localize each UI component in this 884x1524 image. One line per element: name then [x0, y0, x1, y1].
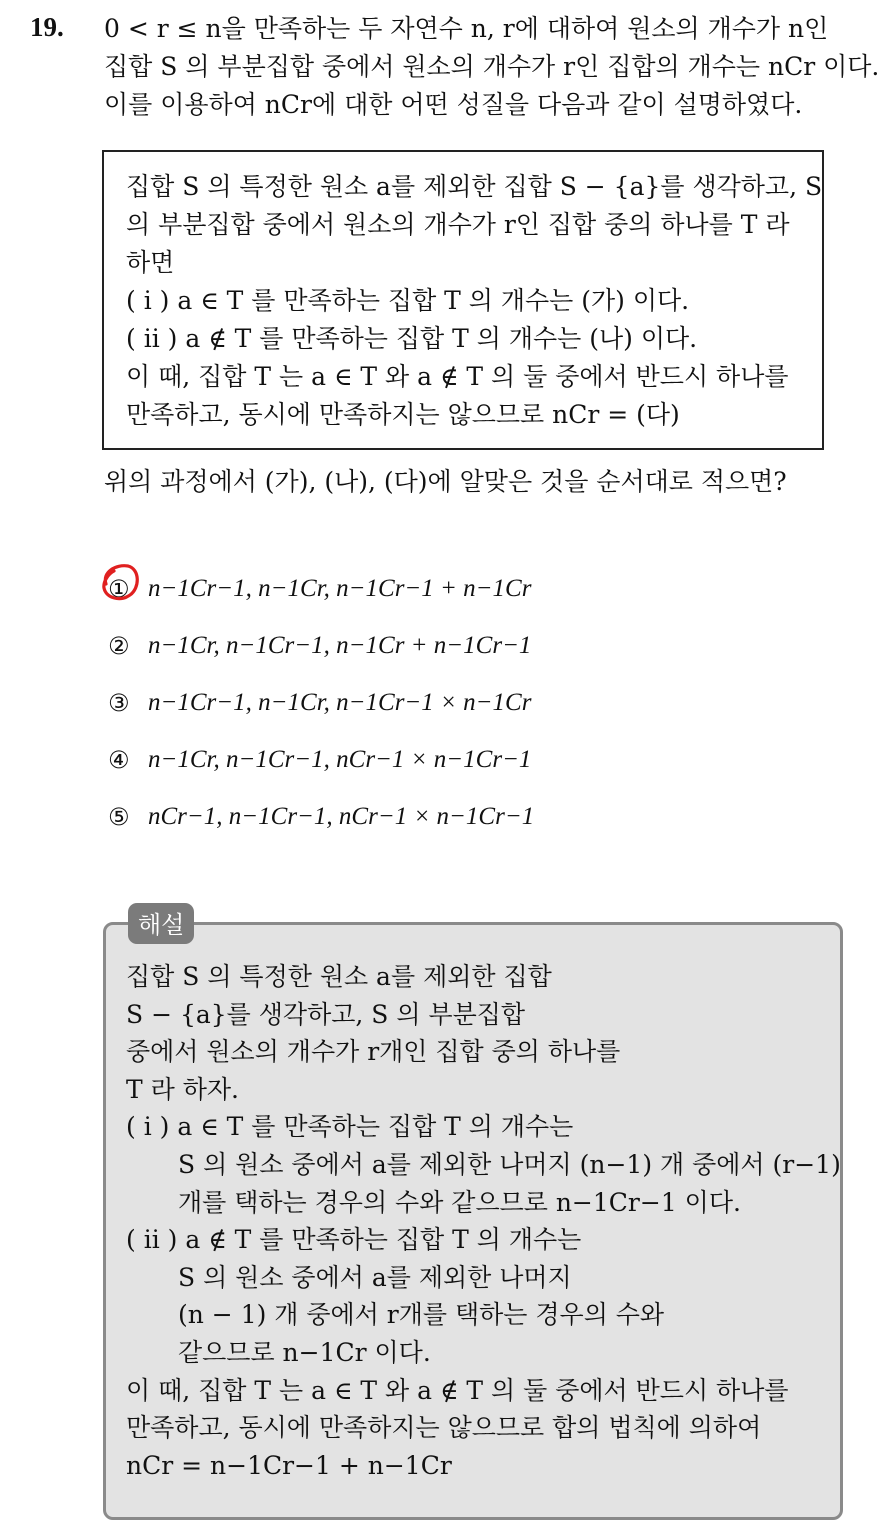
- solution-line: ( i ) a ∈ T 를 만족하는 집합 T 의 개수는: [126, 1112, 574, 1142]
- solution-line: 이 때, 집합 T 는 a ∈ T 와 a ∉ T 의 둘 중에서 반드시 하나를: [126, 1375, 789, 1405]
- proof-line: 의 부분집합 중에서 원소의 개수가 r인 집합 중의 하나를 T 라: [126, 210, 790, 239]
- solution-line: S 의 원소 중에서 a를 제외한 나머지 (n−1) 개 중에서 (r−1): [178, 1149, 841, 1179]
- question-prompt: 위의 과정에서 (가), (나), (다)에 알맞은 것을 순서대로 적으면?: [104, 467, 787, 496]
- proof-line: ( ii ) a ∉ T 를 만족하는 집합 T 의 개수는 (나) 이다.: [126, 324, 698, 353]
- question-line: 이를 이용하여 nCr에 대한 어떤 성질을 다음과 같이 설명하였다.: [104, 90, 803, 119]
- choice-text: n−1Cr−1, n−1Cr, n−1Cr−1 × n−1Cr: [148, 688, 532, 716]
- choice-4[interactable]: [108, 731, 534, 788]
- solution-line: S − {a}를 생각하고, S 의 부분집합: [126, 999, 526, 1029]
- choice-3[interactable]: [108, 674, 534, 731]
- choice-number: ①: [108, 574, 130, 603]
- solution-line: T 라 하자.: [126, 1074, 239, 1104]
- question-line: 집합 S 의 부분집합 중에서 원소의 개수가 r인 집합의 개수는 nCr 이다.: [104, 52, 880, 81]
- solution-line: 중에서 원소의 개수가 r개인 집합 중의 하나를: [126, 1037, 621, 1067]
- solution-line: 개를 택하는 경우의 수와 같으므로 n−1Cr−1 이다.: [178, 1187, 741, 1217]
- choice-number: ③: [108, 688, 130, 717]
- solution-line: 같으므로 n−1Cr 이다.: [178, 1337, 431, 1367]
- proof-line: 이 때, 집합 T 는 a ∈ T 와 a ∉ T 의 둘 중에서 반드시 하나를: [126, 362, 789, 391]
- choice-1[interactable]: [108, 560, 534, 617]
- question-text: [104, 10, 880, 124]
- proof-line: 집합 S 의 특정한 원소 a를 제외한 집합 S − {a}를 생각하고, S: [126, 172, 823, 201]
- choice-text: n−1Cr, n−1Cr−1, n−1Cr + n−1Cr−1: [148, 631, 532, 659]
- solution-body: [126, 958, 841, 1484]
- choice-2[interactable]: [108, 617, 534, 674]
- solution-line: (n − 1) 개 중에서 r개를 택하는 경우의 수와: [178, 1300, 665, 1330]
- solution-tag: 해설: [128, 903, 194, 944]
- red-circle-mark-icon: [100, 562, 142, 602]
- solution-line: ( ii ) a ∉ T 를 만족하는 집합 T 의 개수는: [126, 1225, 582, 1255]
- question-line: 0 < r ≤ n을 만족하는 두 자연수 n, r에 대하여 원소의 개수가 n인: [104, 14, 829, 43]
- choice-number: ⑤: [108, 802, 130, 831]
- choice-number: ④: [108, 745, 130, 774]
- choice-text: n−1Cr, n−1Cr−1, nCr−1 × n−1Cr−1: [148, 745, 532, 773]
- proof-box: [102, 150, 824, 450]
- solution-line: 만족하고, 동시에 만족하지는 않으므로 합의 법칙에 의하여: [126, 1413, 762, 1443]
- solution-line: nCr = n−1Cr−1 + n−1Cr: [126, 1450, 452, 1480]
- proof-line: ( i ) a ∈ T 를 만족하는 집합 T 의 개수는 (가) 이다.: [126, 286, 690, 315]
- solution-line: 집합 S 의 특정한 원소 a를 제외한 집합: [126, 962, 552, 991]
- question-number: 19.: [30, 12, 64, 42]
- choice-text: n−1Cr−1, n−1Cr, n−1Cr−1 + n−1Cr: [148, 574, 532, 602]
- solution-line: S 의 원소 중에서 a를 제외한 나머지: [178, 1262, 572, 1292]
- choice-5[interactable]: [108, 788, 534, 845]
- proof-line: 하면: [126, 248, 175, 277]
- choice-number: ②: [108, 631, 130, 660]
- choice-text: nCr−1, n−1Cr−1, nCr−1 × n−1Cr−1: [148, 802, 535, 830]
- answer-choices: [108, 560, 534, 845]
- proof-line: 만족하고, 동시에 만족하지는 않으므로 nCr = (다): [126, 400, 680, 429]
